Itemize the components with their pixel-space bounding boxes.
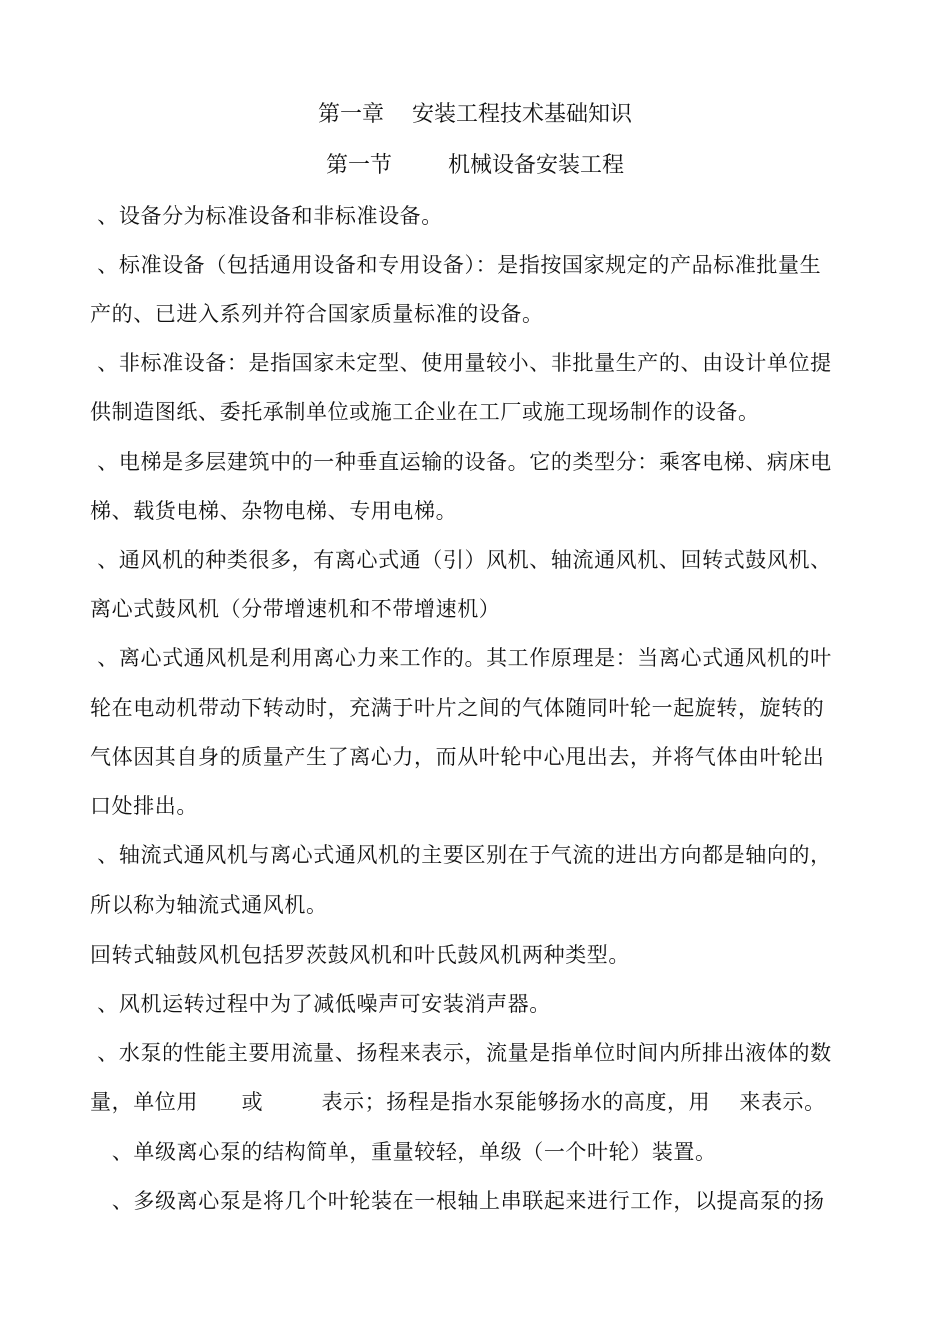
- paragraph-line: 、单级离心泵的结构简单，重量较轻，单级（一个叶轮）装置。: [90, 1140, 717, 1164]
- paragraph-line: 梯、载货电梯、杂物电梯、专用电梯。: [90, 499, 458, 523]
- chapter-title: 第一章 安装工程技术基础知识: [318, 102, 632, 127]
- paragraph-line: 、通风机的种类很多，有离心式通（引）风机、轴流通风机、回转式鼓风机、: [90, 548, 832, 572]
- paragraph-line: 量，单位用 或 表示；扬程是指水泵能够扬水的高度，用 来表示。: [90, 1090, 826, 1114]
- paragraph-line: 气体因其自身的质量产生了离心力，而从叶轮中心甩出去，并将气体由叶轮出: [90, 745, 825, 769]
- paragraph-line: 、离心式通风机是利用离心力来工作的。其工作原理是：当离心式通风机的叶: [90, 646, 832, 670]
- paragraph-line: 、轴流式通风机与离心式通风机的主要区别在于气流的进出方向都是轴向的，: [90, 843, 832, 867]
- paragraph-line: 回转式轴鼓风机包括罗茨鼓风机和叶氏鼓风机两种类型。: [90, 943, 630, 967]
- paragraph-line: 所以称为轴流式通风机。: [90, 893, 328, 917]
- paragraph-line: 、多级离心泵是将几个叶轮装在一根轴上串联起来进行工作，以提高泵的扬: [90, 1189, 825, 1213]
- paragraph-line: 轮在电动机带动下转动时，充满于叶片之间的气体随同叶轮一起旋转，旋转的: [90, 696, 825, 720]
- paragraph-line: 、标准设备（包括通用设备和专用设备）：是指按国家规定的产品标准批量生: [90, 253, 822, 277]
- paragraph-line: 离心式鼓风机（分带增速机和不带增速机）: [90, 597, 501, 621]
- paragraph-line: 、电梯是多层建筑中的一种垂直运输的设备。它的类型分：乘客电梯、病床电: [90, 450, 832, 474]
- section-title: 第一节 机械设备安装工程: [326, 153, 624, 178]
- paragraph-line: 产的、已进入系列并符合国家质量标准的设备。: [90, 302, 544, 326]
- paragraph-line: 、风机运转过程中为了减低噪声可安装消声器。: [90, 992, 551, 1016]
- paragraph-line: 口处排出。: [90, 794, 198, 818]
- paragraph-line: 供制造图纸、委托承制单位或施工企业在工厂或施工现场制作的设备。: [90, 400, 760, 424]
- paragraph-line: 、设备分为标准设备和非标准设备。: [90, 204, 443, 228]
- paragraph-line: 、非标准设备：是指国家未定型、使用量较小、非批量生产的、由设计单位提: [90, 351, 832, 375]
- paragraph-line: 、水泵的性能主要用流量、扬程来表示，流量是指单位时间内所排出液体的数: [90, 1041, 832, 1065]
